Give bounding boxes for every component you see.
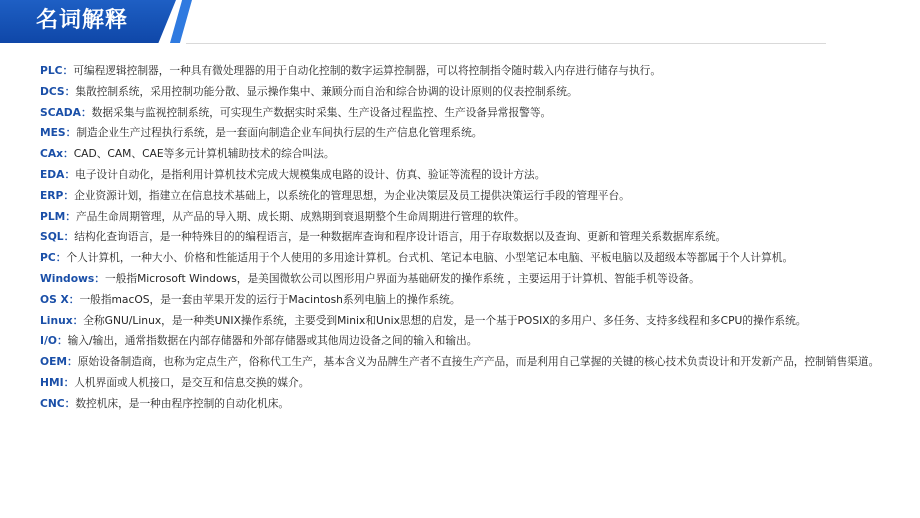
term-key: Windows (40, 271, 95, 285)
term-separator: ： (65, 209, 76, 223)
term-separator: ： (68, 292, 80, 306)
term-definition: 企业资源计划，指建立在信息技术基础上，以系统化的管理思想，为企业决策层及员工提供决策运行手段的管理平台。 (74, 188, 630, 202)
term-definition: 个人计算机，一种大小、价格和性能适用于个人使用的多用途计算机。台式机、笔记本电脑、小型笔记本电脑、平板电脑以及超级本等都属于个人计算机。 (66, 251, 794, 265)
term-key: PLC (40, 64, 63, 77)
term-separator: ： (62, 64, 74, 77)
term-item (40, 334, 880, 348)
term-key: I/O (40, 334, 57, 348)
term-definition: 人机界面或人机接口，是交互和信息交换的媒介。 (74, 375, 310, 389)
term-key: MES (40, 126, 66, 140)
term-item (40, 251, 880, 265)
term-separator: ： (64, 84, 76, 98)
term-separator: ： (94, 271, 105, 285)
term-definition: 输入/输出，通常指数据在内部存储器和外部存储器或其他周边设备之间的输入和输出。 (67, 334, 478, 348)
term-definition: 制造企业生产过程执行系统，是一套面向制造企业车间执行层的生产信息化管理系统。 (76, 126, 483, 140)
term-definition: 可编程逻辑控制器，一种具有微处理器的用于自动化控制的数字运算控制器，可以将控制指令随时载入内存进行储存与执行。 (73, 64, 662, 77)
term-definition: 全称GNU/Linux，是一种类UNIX操作系统，主要受到Minix和Unix思想的启发，是一个基于POSIX的多用户、多任务、支持多线程和多CPU的操作系统。 (83, 313, 807, 327)
term-separator: ： (64, 396, 76, 410)
term-definition: 产品生命周期管理，从产品的导入期、成长期、成熟期到衰退期整个生命周期进行管理的软件。 (75, 209, 525, 223)
term-key: HMI (40, 375, 64, 389)
term-item (40, 355, 880, 369)
term-definition: 一般指Microsoft Windows，是美国微软公司以图形用户界面为基础研发的操作系统 ，主要运用于计算机、智能手机等设备。 (105, 271, 700, 285)
term-definition: 一般指macOS，是一套由苹果开发的运行于Macintosh系列电脑上的操作系统。 (79, 292, 461, 306)
term-key: PC (40, 251, 56, 265)
term-separator: ： (63, 188, 75, 202)
term-definition: 电子设计自动化，是指利用计算机技术完成大规模集成电路的设计、仿真、验证等流程的设计方法。 (75, 167, 546, 181)
term-key: CAx (40, 147, 64, 161)
term-item (40, 314, 880, 328)
term-definition: 原始设备制造商，也称为定点生产，俗称代工生产，基本含义为品牌生产者不直接生产产品，而是利用自己掌握的关键的核心技术负责设计和开发新产品，控制销售渠道。 (77, 355, 880, 369)
term-item (40, 272, 880, 286)
term-separator: ： (56, 334, 68, 348)
term-item (40, 106, 880, 120)
term-separator: ： (65, 126, 77, 140)
term-item (40, 147, 880, 161)
term-item (40, 293, 880, 307)
term-item (40, 189, 880, 203)
term-list (40, 64, 880, 418)
term-key: ERP (40, 188, 64, 202)
term-key: PLM (40, 209, 66, 223)
term-item (40, 168, 880, 182)
term-item (40, 126, 880, 140)
term-item (40, 376, 880, 390)
term-key: EDA (40, 167, 65, 181)
term-definition: 集散控制系统，采用控制功能分散、显示操作集中、兼顾分而自治和综合协调的设计原则的仪表控制系统。 (75, 84, 578, 98)
term-item (40, 85, 880, 99)
term-definition: CAD、CAM、CAE等多元计算机辅助技术的综合叫法。 (73, 147, 335, 161)
header-divider (186, 43, 826, 44)
term-key: SQL (40, 230, 64, 244)
term-separator: ： (80, 105, 92, 119)
term-definition: 数控机床，是一种由程序控制的自动化机床。 (75, 396, 290, 410)
term-key: CNC (40, 396, 65, 410)
term-key: OEM (40, 355, 68, 369)
term-separator: ： (72, 313, 84, 327)
term-separator: ： (63, 147, 74, 161)
term-item (40, 64, 880, 78)
term-item (40, 397, 880, 411)
term-separator: ： (64, 167, 76, 181)
term-separator: ： (63, 375, 75, 389)
term-definition: 结构化查询语言，是一种特殊目的的编程语言，是一种数据库查询和程序设计语言，用于存取数据以及查询、更新和管理关系数据库系统。 (74, 230, 727, 244)
page-title: 名词解释 (36, 8, 129, 33)
term-key: DCS (40, 84, 65, 98)
term-separator: ： (55, 251, 67, 265)
term-separator: ： (63, 230, 75, 244)
term-key: OS X (40, 292, 69, 306)
term-item (40, 230, 880, 244)
term-definition: 数据采集与监视控制系统，可实现生产数据实时采集、生产设备过程监控、生产设备异常报警等。 (91, 105, 552, 119)
term-item (40, 210, 880, 224)
term-key: Linux (40, 313, 73, 327)
term-key: SCADA (40, 105, 81, 119)
term-separator: ： (67, 355, 78, 369)
